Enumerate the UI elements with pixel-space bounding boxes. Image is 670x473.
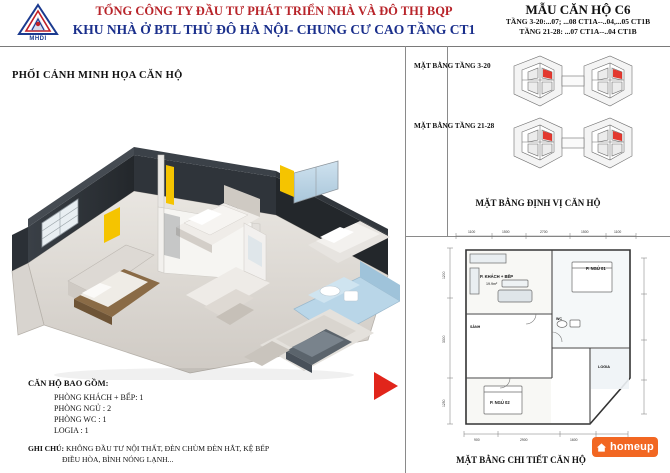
floor-range-line-2: TẦNG 21-28: ...07 CT1A--..04 CT1B [519, 27, 637, 36]
home-icon [596, 442, 607, 453]
project-title: KHU NHÀ Ở BTL THỦ ĐÔ HÀ NỘI- CHUNG CƯ CAO TẦNG CT1 [72, 22, 476, 37]
notes-heading: CĂN HỘ BAO GỒM: [28, 378, 109, 388]
svg-text:900: 900 [474, 438, 480, 442]
svg-text:1500: 1500 [581, 230, 589, 234]
keyplan-label-1: MẶT BẰNG TẦNG 3-20 [414, 62, 491, 70]
sheet-header [0, 0, 670, 47]
perspective-section-label: PHỐI CẢNH MINH HỌA CĂN HỘ [12, 70, 183, 81]
svg-text:1250: 1250 [442, 399, 446, 407]
note-item-2: PHÒNG WC : 1 [54, 415, 107, 424]
apartment-type-block [490, 2, 666, 37]
entrance-arrow-icon [372, 370, 400, 402]
homeup-logo[interactable] [592, 437, 658, 457]
room-label-living: P. KHÁCH + BẾP [480, 274, 514, 279]
svg-text:1600: 1600 [570, 438, 578, 442]
mhdi-emblem-icon [16, 3, 60, 37]
svg-text:3300: 3300 [442, 335, 446, 343]
room-label-bed1: P. NGỦ 01 [586, 266, 606, 271]
svg-text:1200: 1200 [442, 271, 446, 279]
svg-text:1100: 1100 [614, 230, 622, 234]
svg-text:2900: 2900 [520, 438, 528, 442]
room-area-living: 19.9m² [486, 282, 498, 286]
ghichu-line-1: KHÔNG ĐẦU TƯ NỘI THẤT, ĐÈN CHÙM ĐÈN HẮT, KỆ BẾP [65, 444, 270, 453]
keyplan-label-2: MẶT BẰNG TẦNG 21-28 [414, 122, 495, 130]
room-label-wc: WC [556, 317, 562, 321]
vertical-divider-main [405, 46, 406, 473]
homeup-label: homeup [610, 441, 654, 453]
room-label-bed2: P. NGỦ 02 [490, 400, 510, 405]
title-block [64, 4, 484, 38]
apartment-notes [28, 378, 358, 465]
perspective-illustration [8, 95, 400, 380]
detail-plan-title: MẶT BẰNG CHI TIẾT CĂN HỘ [456, 455, 586, 465]
accent-panel-mid [166, 165, 174, 205]
logo-text: MHDI [29, 36, 47, 42]
apartment-type-title: MẪU CĂN HỘ C6 [525, 2, 631, 17]
keyplan-floor-21-28 [500, 112, 660, 190]
ghichu-block [28, 443, 358, 465]
room-label-sanh: SẢNH [470, 325, 481, 329]
svg-text:1100: 1100 [468, 230, 476, 234]
company-logo [16, 3, 60, 45]
note-item-3: LOGIA : 1 [54, 426, 89, 435]
detail-plan-drawing [440, 228, 655, 443]
note-item-1: PHÒNG NGỦ : 2 [54, 404, 112, 413]
room-label-logia: LOGIA [598, 365, 611, 369]
company-title: TỔNG CÔNG TY ĐẦU TƯ PHÁT TRIỂN NHÀ VÀ ĐÔ THỊ BQP [95, 4, 453, 18]
svg-text:1500: 1500 [502, 230, 510, 234]
svg-text:2700: 2700 [540, 230, 548, 234]
apartment-3d-perspective [8, 95, 400, 375]
ghichu-line-2: ĐIỀU HÒA, BÌNH NÓNG LẠNH... [62, 455, 174, 464]
locator-plan-title: MẶT BẰNG ĐỊNH VỊ CĂN HỘ [475, 198, 601, 208]
floor-range-line-1: TẦNG 3-20:...07; ...08 CT1A--..04,...05 CT1B [505, 17, 651, 26]
note-item-0: PHÒNG KHÁCH + BẾP: 1 [54, 393, 144, 402]
ghichu-label: GHI CHÚ: [28, 444, 65, 453]
detailed-floor-plan [440, 228, 655, 440]
